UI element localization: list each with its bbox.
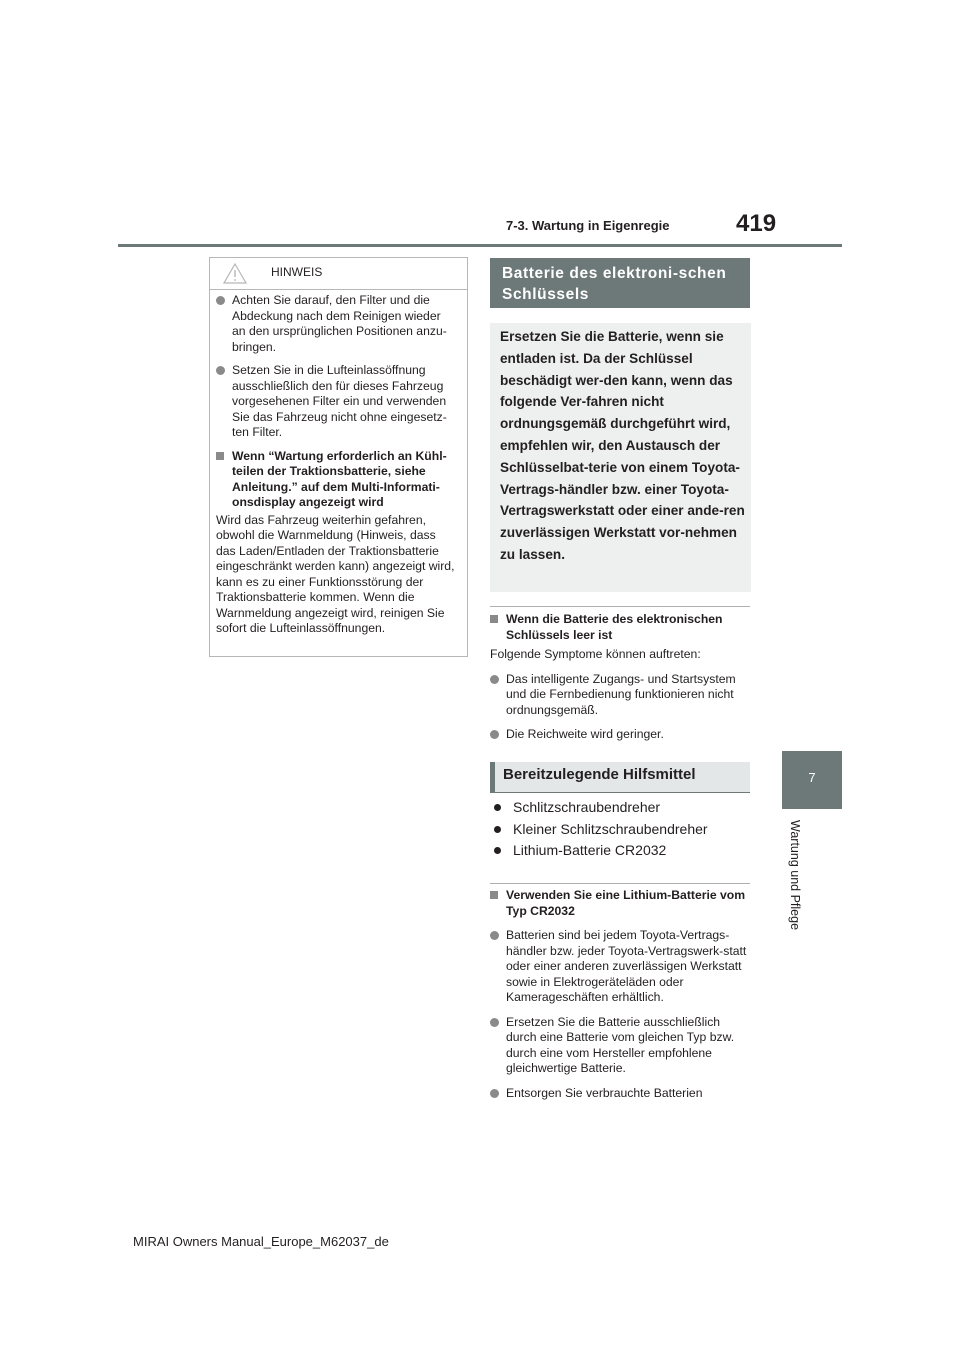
bullet-icon (494, 804, 501, 811)
section-heading: Batterie des elektroni-schen Schlüssels (490, 258, 750, 308)
list-item: Schlitzschraubendreher (490, 800, 752, 816)
callout-box: Ersetzen Sie die Batterie, wenn sie entladen ist. Da der Schlüssel beschädigt wer-den kann, wenn das folgende Ver-fahren nicht ordnungsgemäß durchgeführt wird, empfehlen wir, den Austausch der Schlüsselbat-terie von einem Toyota-Vertrags-händler bzw. einer Toyota-Vertragswerkstatt oder einer ande-ren zuverlässigen Werkstatt vor-nehmen zu lassen. (490, 323, 751, 592)
header-rule (118, 244, 842, 247)
section-header: 7-3. Wartung in Eigenregie (506, 218, 670, 233)
subsection-content (490, 612, 752, 743)
list-item: Die Reichweite wird geringer. (490, 727, 752, 743)
list-item: Das intelligente Zugangs- und Startsystem und die Fernbedienung funktionieren nicht ordnungsgemäß. (490, 672, 752, 719)
chapter-title (786, 820, 802, 945)
footer: MIRAI Owners Manual_Europe_M62037_de (133, 1234, 389, 1249)
list-item: Ersetzen Sie die Batterie ausschließlich durch eine Batterie vom gleichen Typ bzw. durch eine vom Hersteller empfohlene gleichwertige Batterie. (490, 1015, 752, 1077)
bullet-icon (490, 931, 499, 940)
bullet-icon (490, 1089, 499, 1098)
warning-icon (223, 263, 247, 284)
list-item: Setzen Sie in die Lufteinlassöffnung ausschließlich den für dieses Fahrzeug vorgesehenen Filter ein und verwenden Sie das Fahrzeug nicht ohne eingesetz-ten Filter. (216, 363, 455, 441)
list-item: Kleiner Schlitzschraubendreher (490, 822, 752, 838)
bullet-icon (216, 296, 225, 305)
bullet-icon (494, 826, 501, 833)
notice-title: HINWEIS (271, 265, 323, 279)
list-item: Lithium-Batterie CR2032 (490, 843, 752, 859)
chapter-title-text: Wartung und Pflege (788, 820, 802, 931)
square-bullet-icon (216, 452, 224, 460)
bullet-icon (490, 730, 499, 739)
bullet-icon (490, 1018, 499, 1027)
tools-list (490, 800, 752, 865)
list-item: Entsorgen Sie verbrauchte Batterien (490, 1086, 752, 1102)
paragraph: Folgende Symptome können auftreten: (490, 647, 701, 661)
square-bullet-icon (490, 891, 498, 899)
chapter-tab[interactable]: 7 (782, 751, 842, 809)
section-heading: Bereitzulegende Hilfsmittel (490, 762, 750, 792)
divider (490, 792, 750, 793)
paragraph: Wird das Fahrzeug weiterhin gefahren, obwohl die Warnmeldung (Hinweis, dass das Laden/Entladen der Traktionsbatterie eingeschränkt werden kann) angezeigt wird, kann es zu einer Funktionsstörung der Traktionsbatterie kommen. Wenn die Warnmeldung angezeigt wird, reinigen Sie sofort die Lufteinlassöffnungen. (216, 512, 455, 635)
notice-header (210, 258, 467, 290)
subheading: Wenn “Wartung erforderlich an Kühl-teilen der Traktionsbatterie, siehe Anleitung.” auf dem Multi-Informati-onsdisplay angezeigt wird (216, 449, 455, 511)
bullet-icon (216, 366, 225, 375)
bullet-icon (490, 675, 499, 684)
subsection-content (490, 888, 752, 1101)
list-item: Batterien sind bei jedem Toyota-Vertrags-händler bzw. jeder Toyota-Vertragswerk-statt oder einer anderen zuverlässigen Werkstatt sowie in Elektrogeräteläden oder Kamerageschäften erhältlich. (490, 928, 752, 1006)
subheading: Verwenden Sie eine Lithium-Batterie vom Typ CR2032 (490, 888, 752, 919)
bullet-icon (494, 847, 501, 854)
notice-box (209, 257, 468, 657)
list-item: Achten Sie darauf, den Filter und die Abdeckung nach dem Reinigen wieder an den ursprünglichen Positionen anzu-bringen. (216, 293, 455, 355)
divider (490, 883, 750, 884)
page-number: 419 (736, 210, 777, 237)
subheading: Wenn die Batterie des elektronischen Schlüssels leer ist (490, 612, 752, 643)
square-bullet-icon (490, 615, 498, 623)
divider (490, 606, 750, 607)
